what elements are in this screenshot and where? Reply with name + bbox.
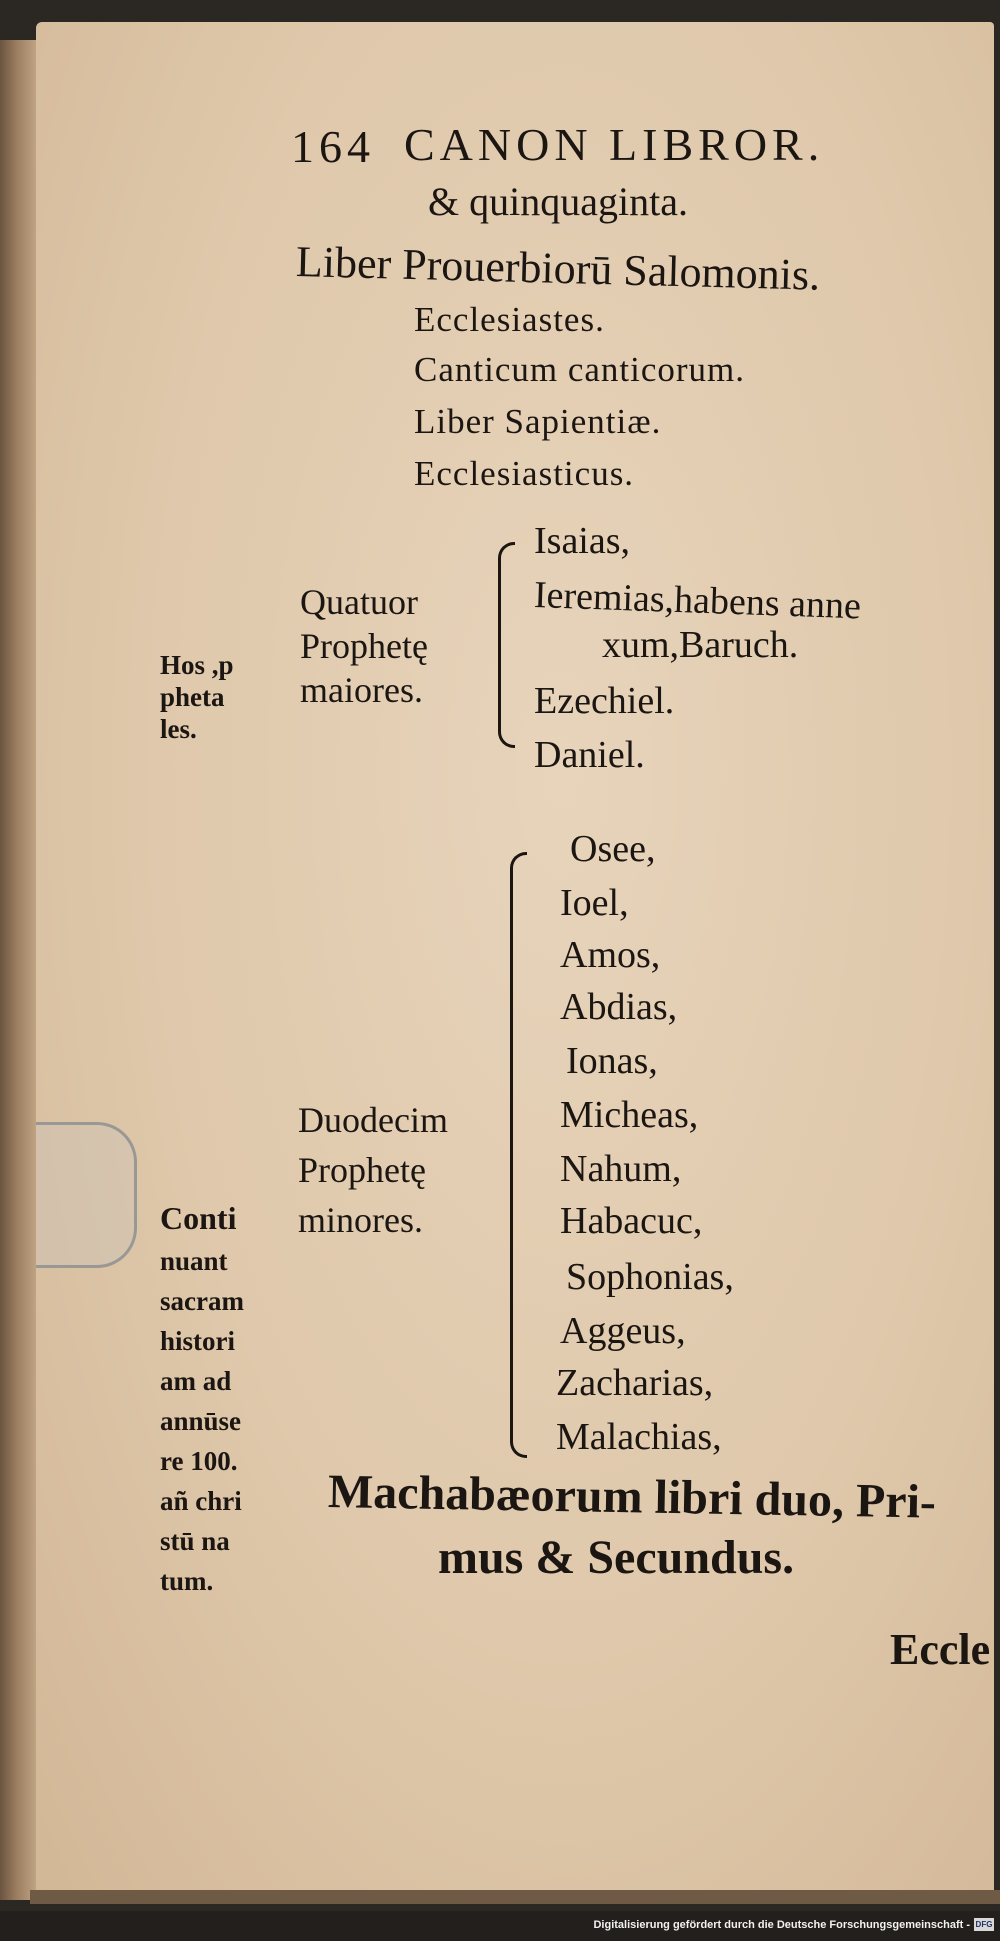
final-line-2: mus & Secundus. [438,1531,795,1584]
margin-note-line: les. [160,714,197,744]
dfg-logo-icon: DFG [975,1920,993,1929]
prophet-item: Aggeus, [560,1310,686,1352]
margin-note-line: Conti [160,1200,237,1236]
prophet-item: Daniel. [534,734,645,776]
margin-note-line: añ chri [160,1486,242,1516]
prophet-item: Ioel, [560,882,629,924]
minor-prophets-brace [510,852,527,1458]
prophet-item: Zacharias, [556,1362,714,1404]
margin-note-line: re 100. [160,1446,238,1476]
prophet-item: Nahum, [560,1148,682,1190]
text-line-6: Ecclesiasticus. [414,454,635,493]
final-line-1: Machabæorum libri duo, Pri- [327,1465,937,1529]
margin-note-line: histori [160,1326,236,1356]
group-label-line: Duodecim [298,1100,448,1140]
margin-note-line: annūse [160,1406,242,1436]
prophet-item: Ieremias,habens anne [533,574,862,628]
text-line-3: Ecclesiastes. [414,300,605,339]
group-label-line: Prophetę [300,626,428,666]
prophet-item: Ezechiel. [534,680,675,722]
prophet-item: Malachias, [556,1416,722,1458]
text-line-1: & quinquaginta. [428,179,688,224]
text-line-4: Canticum canticorum. [414,350,746,389]
group-label-line: minores. [298,1200,423,1240]
margin-note-line: Hos ,p [160,650,234,680]
margin-note-line: sacram [160,1286,244,1316]
major-prophets-brace [498,542,515,748]
prophet-item: Isaias, [534,520,631,562]
group-label-line: Quatuor [300,582,418,622]
prophet-item: Sophonias, [566,1256,734,1298]
book-fore-edge [0,40,40,1900]
prophet-item: Osee, [570,828,656,870]
prophet-item: Amos, [560,934,661,976]
margin-note-line: nuant [160,1246,228,1276]
prophet-item: Micheas, [560,1094,699,1136]
margin-note-line: am ad [160,1366,232,1396]
book-bottom-edge [30,1890,1000,1904]
margin-note-line: tum. [160,1566,214,1596]
running-title: CANON LIBROR. [404,119,825,170]
footer-credit: Digitalisierung gefördert durch die Deutsche Forschungsgemeinschaft - [593,1919,970,1931]
margin-note-line: pheta [160,682,225,712]
text-line-5: Liber Sapientiæ. [414,402,662,441]
group-label-line: maiores. [300,670,423,710]
prophet-item: Abdias, [560,986,678,1028]
margin-note-line: stū na [160,1526,230,1556]
book-page [36,22,994,1902]
page-tab-marker [36,1122,137,1268]
prophet-item: Habacuc, [560,1200,703,1242]
prophet-item-continuation: xum,Baruch. [602,624,799,666]
prophet-item: Ionas, [566,1040,658,1082]
group-label-line: Prophetę [298,1150,426,1190]
page-number: 164 [291,121,375,172]
text-line-2: Liber Prouerbiorū Salomonis. [295,237,821,300]
catchword: Eccle [890,1625,991,1674]
